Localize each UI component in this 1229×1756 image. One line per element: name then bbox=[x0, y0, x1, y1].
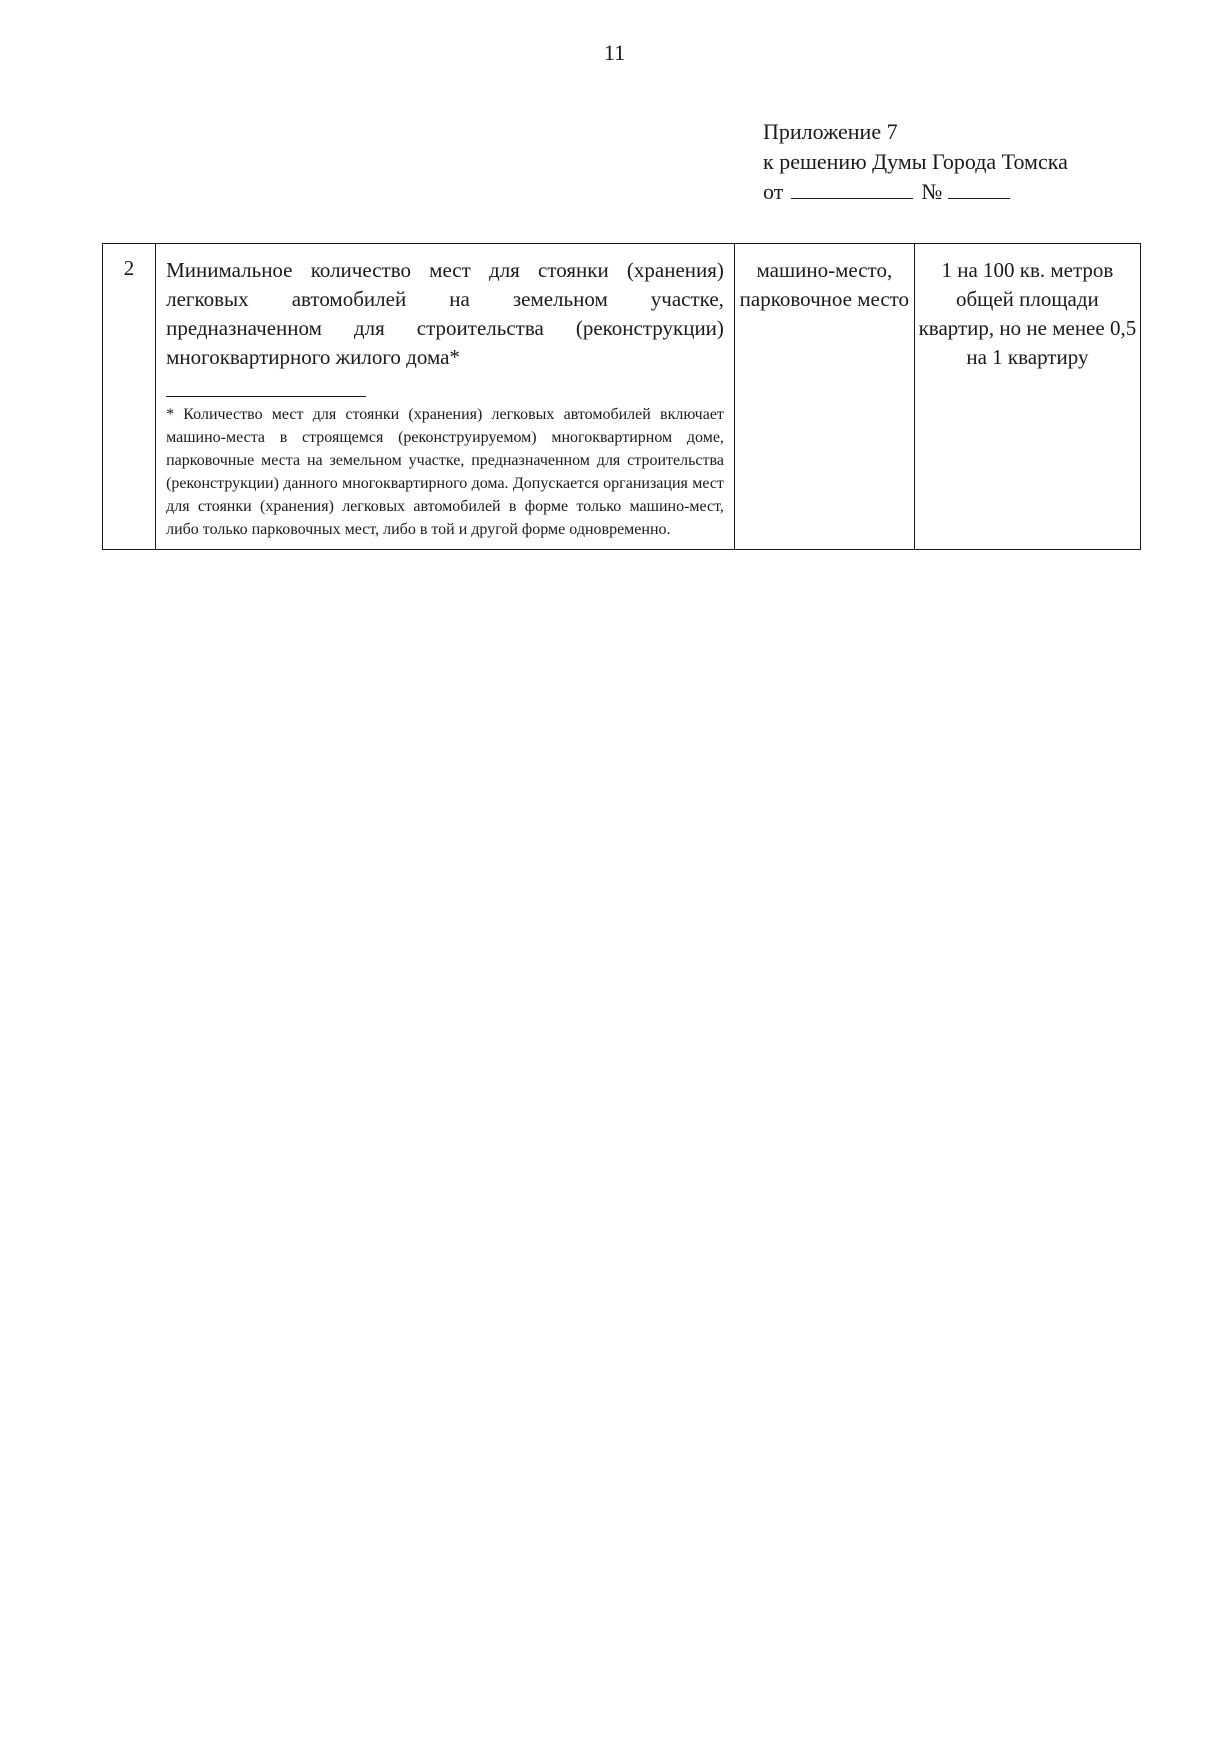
number-label: № bbox=[921, 179, 943, 204]
appendix-date-number-line bbox=[763, 177, 1068, 207]
row-footnote: * Количество мест для стоянки (хранения) легковых автомобилей включает машино-места в строящемся (реконструируемом) многоквартирном доме, парковочные места на земельном участке, предназначенном для строительства (реконструкции) данного многоквартирного дома. Допускается организация мест для стоянки (хранения) легковых автомобилей в форме только машино-мест, либо только парковочных мест, либо в той и другой форме одновременно. bbox=[166, 406, 724, 538]
page-number: 11 bbox=[603, 40, 626, 65]
norms-table bbox=[102, 243, 1141, 550]
date-blank bbox=[791, 178, 913, 199]
number-blank bbox=[948, 178, 1010, 199]
appendix-header bbox=[763, 117, 1068, 207]
table-row bbox=[103, 244, 1141, 550]
appendix-title: Приложение 7 bbox=[763, 119, 898, 144]
row-name: Минимальное количество мест для стоянки (хранения) легковых автомобилей на земельном участке, предназначенном для строительства (реконструкции) многоквартирного жилого дома* bbox=[166, 258, 724, 369]
footnote-divider bbox=[166, 396, 366, 397]
row-name-cell bbox=[156, 244, 735, 550]
date-label: от bbox=[763, 179, 784, 204]
appendix-subtitle: к решению Думы Города Томска bbox=[763, 149, 1068, 174]
row-value: 1 на 100 кв. метров общей площади квартир, но не менее 0,5 на 1 квартиру bbox=[914, 244, 1140, 550]
row-number: 2 bbox=[103, 244, 156, 550]
row-unit: машино-место, парковочное место bbox=[734, 244, 914, 550]
